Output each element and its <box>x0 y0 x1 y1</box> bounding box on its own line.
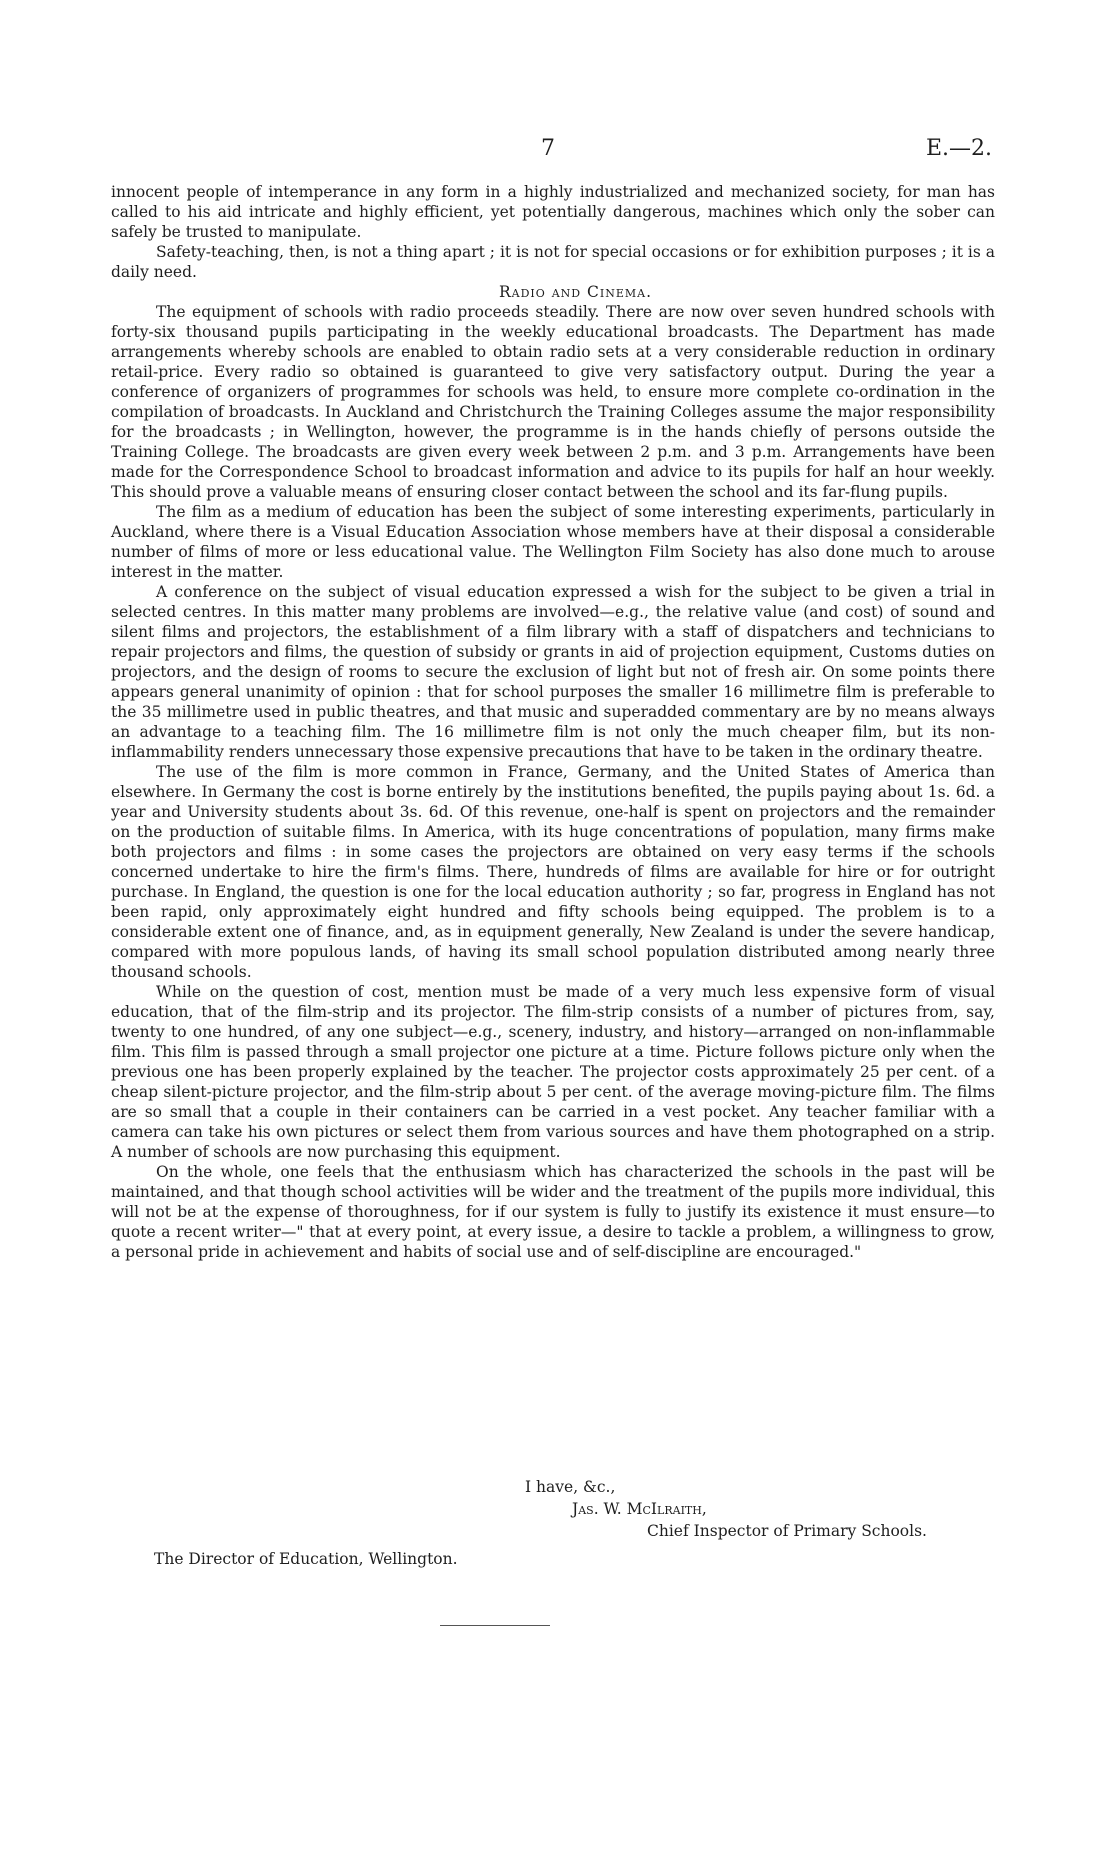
closing: I have, &c., <box>525 1478 616 1496</box>
paragraph: The equipment of schools with radio proceeds steadily. There are now over seven hundred schools with forty-six thousand pupils participating in the weekly educational broadcasts. The Department has made arrangements whereby schools are enabled to obtain radio sets at a very considerable reduction in ordinary retail-price. Every radio so obtained is guaranteed to give very satisfactory output. During the year a conference of organizers of programmes for schools was held, to ensure more complete co-ordination in the compilation of broadcasts. In Auckland and Christchurch the Training Colleges assume the major responsibility for the broadcasts ; in Wellington, however, the programme is in the hands chiefly of persons outside the Training College. The broadcasts are given every week between 2 p.m. and 3 p.m. Arrangements have been made for the Correspondence School to broadcast information and advice to its pupils for half an hour weekly. This should prove a valuable means of ensuring closer contact between the school and its far-flung pupils. <box>111 303 995 501</box>
paragraph: Safety-teaching, then, is not a thing apart ; it is not for special occasions or for exhibition purposes ; it is a daily need. <box>111 243 995 281</box>
paragraph: While on the question of cost, mention must be made of a very much less expensive form of visual education, that of the film-strip and its projector. The film-strip consists of a number of pictures from, say, twenty to one hundred, of any one subject—e.g., scenery, industry, and history—arranged on non-inflammable film. This film is passed through a small projector one picture at a time. Picture follows picture only when the previous one has been properly explained by the teacher. The projector costs approximately 25 per cent. of a cheap silent-picture projector, and the film-strip about 5 per cent. of the average moving-picture film. The films are so small that a couple in their containers can be carried in a vest pocket. Any teacher familiar with a camera can take his own pictures or select them from various sources and have them photographed on a strip. A number of schools are now purchasing this equipment. <box>111 983 995 1161</box>
section-heading: Radio and Cinema. <box>498 283 653 301</box>
body-text <box>111 182 995 1262</box>
paragraph: The use of the film is more common in France, Germany, and the United States of America than elsewhere. In Germany the cost is borne entirely by the institutions benefited, the pupils paying about 1s. 6d. a year and University students about 3s. 6d. Of this revenue, one-half is spent on projectors and the remainder on the production of suitable films. In America, with its huge concentrations of population, many firms make both projectors and films : in some cases the projectors are obtained on very easy terms if the schools concerned undertake to hire the firm's films. There, hundreds of films are available for hire or for outright purchase. In England, the question is one for the local education authority ; so far, progress in England has not been rapid, only approximately eight hundred and fifty schools being equipped. The problem is to a considerable extent one of finance, and, as in equipment generally, New Zealand is under the severe handicap, compared with more populous lands, of having its small school population distributed among nearly three thousand schools. <box>111 763 995 981</box>
paragraph-continued: innocent people of intemperance in any form in a highly industrialized and mechanized society, for man has called to his aid intricate and highly efficient, yet potentially dangerous, machines which only the sober can safely be trusted to manipulate. <box>111 183 995 241</box>
paragraph: A conference on the subject of visual education expressed a wish for the subject to be given a trial in selected centres. In this matter many problems are involved—e.g., the relative value (and cost) of sound and silent films and projectors, the establishment of a film library with a staff of dispatchers and technicians to repair projectors and films, the question of subsidy or grants in aid of projection equipment, Customs duties on projectors, and the design of rooms to secure the exclusion of light but not of fresh air. On some points there appears general unanimity of opinion : that for school purposes the smaller 16 millimetre film is preferable to the 35 millimetre used in public theatres, and that music and superadded commentary are by no means always an advantage to a teaching film. The 16 millimetre film is not only the much cheaper film, but its non-inflammability renders unnecessary those expensive precautions that have to be taken in the ordinary theatre. <box>111 583 995 761</box>
page-number: 7 <box>541 136 555 161</box>
end-rule <box>440 1625 550 1626</box>
document-reference: E.—2. <box>925 136 992 161</box>
paragraph: On the whole, one feels that the enthusiasm which has characterized the schools in the past will be maintained, and that though school activities will be wider and the treatment of the pupils more individual, this will not be at the expense of thoroughness, for if our system is fully to justify its existence it must ensure—to quote a recent writer—" that at every point, at every issue, a desire to tackle a problem, a willingness to grow, a personal pride in achievement and habits of social use and of self-discipline are encouraged." <box>111 1163 995 1261</box>
paragraph: The film as a medium of education has been the subject of some interesting experiments, particularly in Auckland, where there is a Visual Education Association whose members have at their disposal a considerable number of films of more or less educational value. The Wellington Film Society has also done much to arouse interest in the matter. <box>111 503 995 581</box>
addressee: The Director of Education, Wellington. <box>154 1550 458 1568</box>
page-header <box>0 136 1114 166</box>
signatory-title: Chief Inspector of Primary Schools. <box>647 1522 927 1540</box>
signatory-name: Jas. W. McIlraith, <box>572 1500 707 1518</box>
